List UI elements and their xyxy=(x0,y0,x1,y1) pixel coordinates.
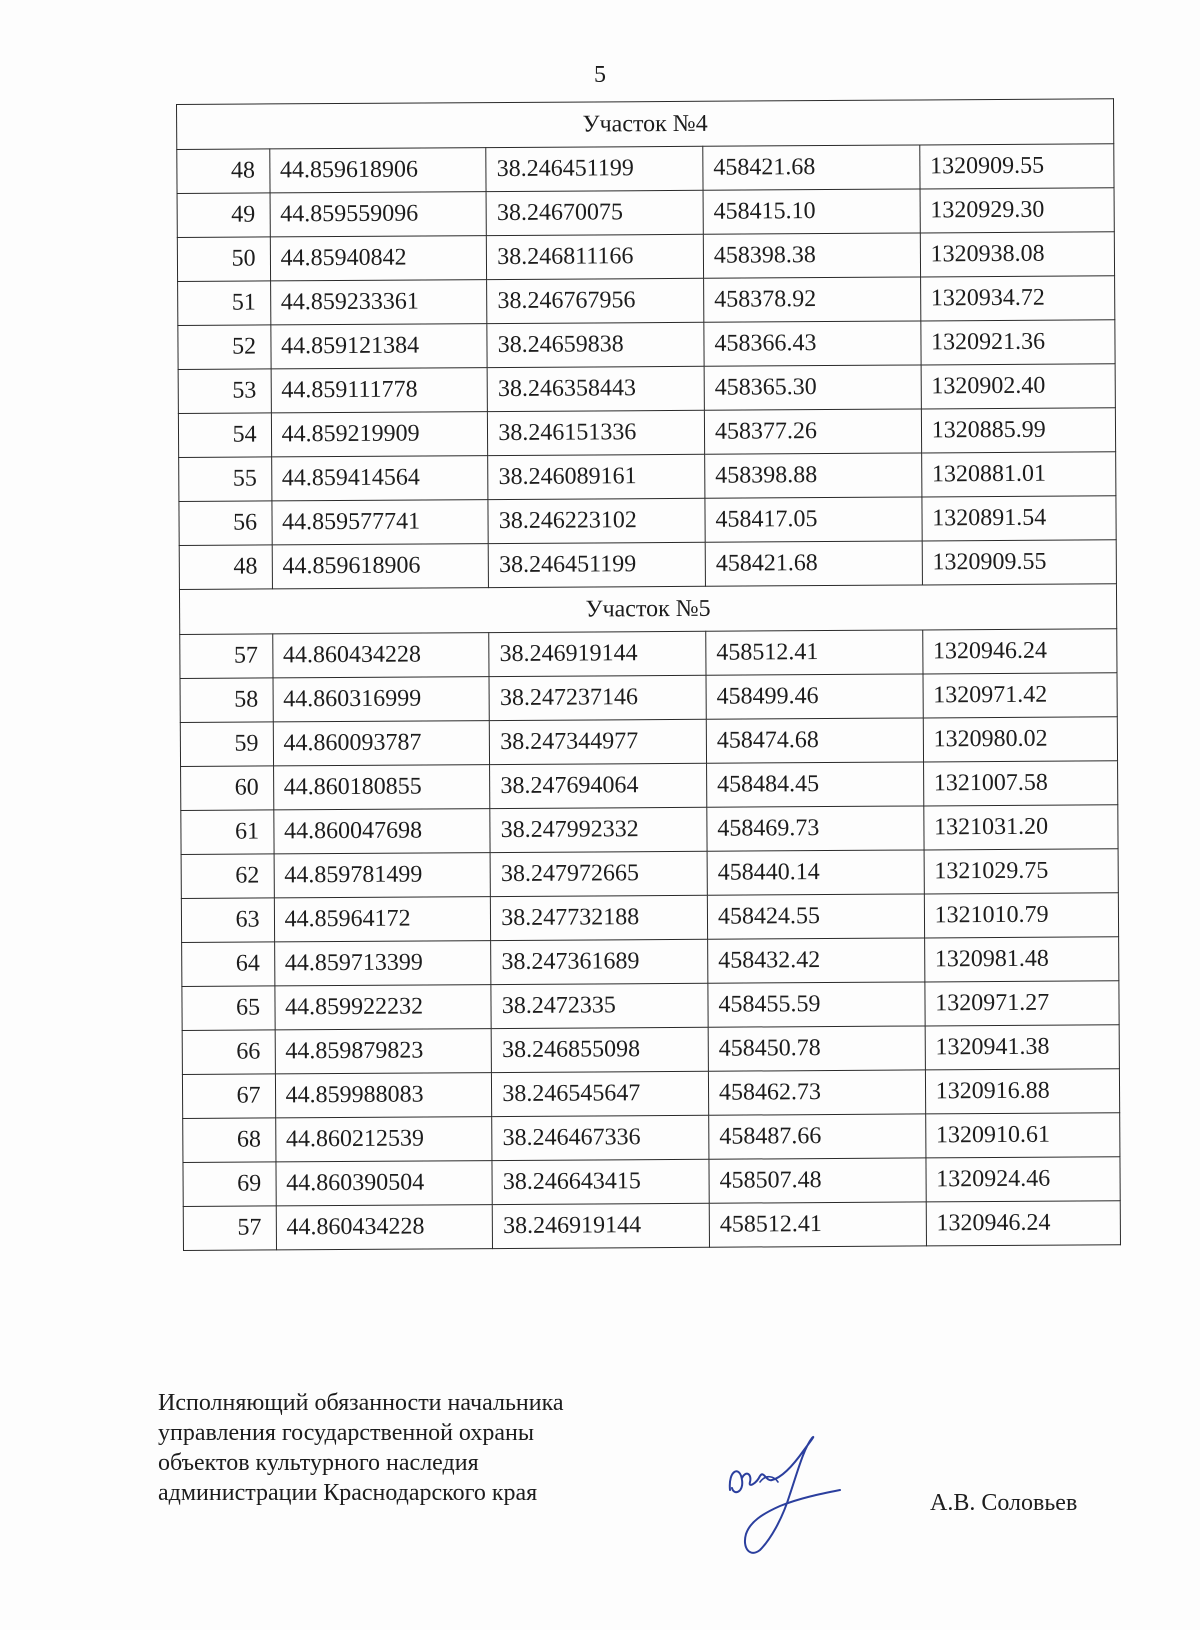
x-coordinate-cell: 458487.66 xyxy=(709,1114,926,1159)
latitude-cell: 44.859559096 xyxy=(270,192,487,237)
table-row xyxy=(179,540,1116,590)
x-coordinate-cell: 458512.41 xyxy=(709,1202,926,1247)
point-number-cell: 50 xyxy=(177,237,270,282)
point-number-cell: 52 xyxy=(178,325,271,370)
y-coordinate-cell: 1320891.54 xyxy=(922,496,1117,541)
point-number-cell: 48 xyxy=(179,545,272,590)
point-number-cell: 60 xyxy=(181,766,274,811)
y-coordinate-cell: 1321029.75 xyxy=(924,849,1119,894)
point-number-cell: 58 xyxy=(180,678,273,723)
y-coordinate-cell: 1320981.48 xyxy=(924,937,1119,982)
point-number-cell: 61 xyxy=(181,810,274,855)
y-coordinate-cell: 1320902.40 xyxy=(921,364,1116,409)
longitude-cell: 38.246223102 xyxy=(488,498,705,543)
table-row xyxy=(182,1069,1119,1119)
point-number-cell: 57 xyxy=(180,634,273,679)
latitude-cell: 44.860390504 xyxy=(276,1161,493,1206)
y-coordinate-cell: 1320934.72 xyxy=(920,276,1115,321)
x-coordinate-cell: 458421.68 xyxy=(703,145,920,190)
page-number: 5 xyxy=(594,62,606,88)
latitude-cell: 44.859781499 xyxy=(274,853,491,898)
longitude-cell: 38.246855098 xyxy=(491,1027,708,1072)
point-number-cell: 62 xyxy=(181,854,274,899)
table-row xyxy=(178,320,1115,370)
x-coordinate-cell: 458484.45 xyxy=(706,762,923,807)
longitude-cell: 38.246089161 xyxy=(488,454,705,499)
longitude-cell: 38.24670075 xyxy=(486,190,703,235)
x-coordinate-cell: 458512.41 xyxy=(706,630,923,675)
signatory-position-line: объектов культурного наследия xyxy=(158,1450,479,1476)
x-coordinate-cell: 458450.78 xyxy=(708,1026,925,1071)
table-row xyxy=(183,1201,1120,1251)
x-coordinate-cell: 458499.46 xyxy=(706,674,923,719)
point-number-cell: 64 xyxy=(182,942,275,987)
signatory-name: А.В. Соловьев xyxy=(930,1490,1078,1516)
x-coordinate-cell: 458398.88 xyxy=(705,453,922,498)
table-row xyxy=(181,805,1118,855)
coordinates-table xyxy=(176,98,1121,1251)
x-coordinate-cell: 458432.42 xyxy=(708,938,925,983)
signatory-position-line: Исполняющий обязанности начальника xyxy=(158,1390,564,1416)
longitude-cell: 38.247237146 xyxy=(489,675,706,720)
latitude-cell: 44.859922232 xyxy=(274,985,491,1030)
longitude-cell: 38.247344977 xyxy=(490,719,707,764)
longitude-cell: 38.247361689 xyxy=(491,939,708,984)
latitude-cell: 44.860212539 xyxy=(275,1117,492,1162)
point-number-cell: 59 xyxy=(180,722,273,767)
longitude-cell: 38.247694064 xyxy=(490,763,707,808)
latitude-cell: 44.859233361 xyxy=(270,280,487,325)
longitude-cell: 38.247992332 xyxy=(490,807,707,852)
latitude-cell: 44.859618906 xyxy=(269,148,486,193)
section-title: Участок №4 xyxy=(177,99,1114,150)
point-number-cell: 51 xyxy=(178,281,271,326)
y-coordinate-cell: 1320929.30 xyxy=(920,188,1115,233)
point-number-cell: 54 xyxy=(178,413,271,458)
latitude-cell: 44.859121384 xyxy=(270,324,487,369)
x-coordinate-cell: 458462.73 xyxy=(708,1070,925,1115)
table-row xyxy=(177,232,1114,282)
y-coordinate-cell: 1320909.55 xyxy=(922,540,1117,585)
x-coordinate-cell: 458474.68 xyxy=(706,718,923,763)
table-row xyxy=(182,937,1119,987)
longitude-cell: 38.246451199 xyxy=(486,146,703,191)
x-coordinate-cell: 458455.59 xyxy=(708,982,925,1027)
handwritten-signature xyxy=(720,1430,850,1580)
table-row xyxy=(181,849,1118,899)
point-number-cell: 65 xyxy=(182,986,275,1031)
longitude-cell: 38.246919144 xyxy=(489,631,706,676)
longitude-cell: 38.246545647 xyxy=(492,1071,709,1116)
point-number-cell: 56 xyxy=(179,501,272,546)
latitude-cell: 44.859414564 xyxy=(271,456,488,501)
table-row xyxy=(180,629,1117,679)
longitude-cell: 38.246151336 xyxy=(488,410,705,455)
table-row xyxy=(178,408,1115,458)
y-coordinate-cell: 1321031.20 xyxy=(923,805,1118,850)
x-coordinate-cell: 458398.38 xyxy=(703,233,920,278)
latitude-cell: 44.859879823 xyxy=(275,1029,492,1074)
point-number-cell: 49 xyxy=(177,193,270,238)
point-number-cell: 63 xyxy=(181,898,274,943)
table-row xyxy=(178,364,1115,414)
longitude-cell: 38.246451199 xyxy=(488,542,705,587)
latitude-cell: 44.860093787 xyxy=(273,721,490,766)
point-number-cell: 68 xyxy=(183,1118,276,1163)
latitude-cell: 44.859111778 xyxy=(271,368,488,413)
y-coordinate-cell: 1320881.01 xyxy=(921,452,1116,497)
latitude-cell: 44.860316999 xyxy=(273,677,490,722)
y-coordinate-cell: 1320938.08 xyxy=(920,232,1115,277)
y-coordinate-cell: 1320946.24 xyxy=(922,629,1117,674)
x-coordinate-cell: 458424.55 xyxy=(707,894,924,939)
y-coordinate-cell: 1320909.55 xyxy=(919,144,1114,189)
y-coordinate-cell: 1320941.38 xyxy=(925,1025,1120,1070)
x-coordinate-cell: 458507.48 xyxy=(709,1158,926,1203)
section-title: Участок №5 xyxy=(179,584,1116,635)
latitude-cell: 44.860434228 xyxy=(276,1205,493,1250)
signatory-position-line: администрации Краснодарского края xyxy=(158,1480,538,1506)
longitude-cell: 38.2472335 xyxy=(491,983,708,1028)
x-coordinate-cell: 458366.43 xyxy=(704,321,921,366)
x-coordinate-cell: 458365.30 xyxy=(704,365,921,410)
x-coordinate-cell: 458377.26 xyxy=(704,409,921,454)
point-number-cell: 57 xyxy=(183,1206,276,1251)
x-coordinate-cell: 458469.73 xyxy=(707,806,924,851)
latitude-cell: 44.859988083 xyxy=(275,1073,492,1118)
latitude-cell: 44.860180855 xyxy=(273,765,490,810)
coordinates-table-body xyxy=(177,99,1121,1251)
y-coordinate-cell: 1320924.46 xyxy=(926,1157,1121,1202)
longitude-cell: 38.247732188 xyxy=(491,895,708,940)
table-row xyxy=(183,1113,1120,1163)
point-number-cell: 55 xyxy=(179,457,272,502)
point-number-cell: 66 xyxy=(182,1030,275,1075)
latitude-cell: 44.860047698 xyxy=(273,809,490,854)
latitude-cell: 44.859219909 xyxy=(271,412,488,457)
table-row xyxy=(180,717,1117,767)
point-number-cell: 53 xyxy=(178,369,271,414)
longitude-cell: 38.246358443 xyxy=(487,366,704,411)
y-coordinate-cell: 1320910.61 xyxy=(925,1113,1120,1158)
point-number-cell: 48 xyxy=(177,149,270,194)
signatory-position-line: управления государственной охраны xyxy=(158,1420,534,1446)
table-row xyxy=(181,761,1118,811)
latitude-cell: 44.85940842 xyxy=(270,236,487,281)
signatory-position xyxy=(158,1388,678,1508)
table-row xyxy=(178,276,1115,326)
table-row xyxy=(182,981,1119,1031)
x-coordinate-cell: 458378.92 xyxy=(704,277,921,322)
y-coordinate-cell: 1320946.24 xyxy=(926,1201,1121,1246)
table-row xyxy=(179,452,1116,502)
latitude-cell: 44.859713399 xyxy=(274,941,491,986)
y-coordinate-cell: 1321010.79 xyxy=(924,893,1119,938)
table-row xyxy=(183,1157,1120,1207)
y-coordinate-cell: 1320971.42 xyxy=(923,673,1118,718)
longitude-cell: 38.247972665 xyxy=(490,851,707,896)
longitude-cell: 38.24659838 xyxy=(487,322,704,367)
y-coordinate-cell: 1320980.02 xyxy=(923,717,1118,762)
latitude-cell: 44.859618906 xyxy=(272,544,489,589)
y-coordinate-cell: 1320916.88 xyxy=(925,1069,1120,1114)
y-coordinate-cell: 1320971.27 xyxy=(925,981,1120,1026)
point-number-cell: 67 xyxy=(182,1074,275,1119)
table-row xyxy=(177,188,1114,238)
latitude-cell: 44.860434228 xyxy=(272,633,489,678)
longitude-cell: 38.246767956 xyxy=(487,278,704,323)
table-row xyxy=(182,1025,1119,1075)
table-row xyxy=(179,496,1116,546)
y-coordinate-cell: 1320921.36 xyxy=(920,320,1115,365)
latitude-cell: 44.859577741 xyxy=(272,500,489,545)
table-row xyxy=(180,673,1117,723)
section-header-row xyxy=(179,584,1116,635)
y-coordinate-cell: 1320885.99 xyxy=(921,408,1116,453)
section-header-row xyxy=(177,99,1114,150)
point-number-cell: 69 xyxy=(183,1162,276,1207)
longitude-cell: 38.246811166 xyxy=(487,234,704,279)
longitude-cell: 38.246643415 xyxy=(492,1159,709,1204)
x-coordinate-cell: 458415.10 xyxy=(703,189,920,234)
x-coordinate-cell: 458421.68 xyxy=(705,541,922,586)
table-row xyxy=(177,144,1114,194)
table-row xyxy=(181,893,1118,943)
x-coordinate-cell: 458440.14 xyxy=(707,850,924,895)
x-coordinate-cell: 458417.05 xyxy=(705,497,922,542)
longitude-cell: 38.246467336 xyxy=(492,1115,709,1160)
latitude-cell: 44.85964172 xyxy=(274,897,491,942)
y-coordinate-cell: 1321007.58 xyxy=(923,761,1118,806)
longitude-cell: 38.246919144 xyxy=(492,1203,709,1248)
